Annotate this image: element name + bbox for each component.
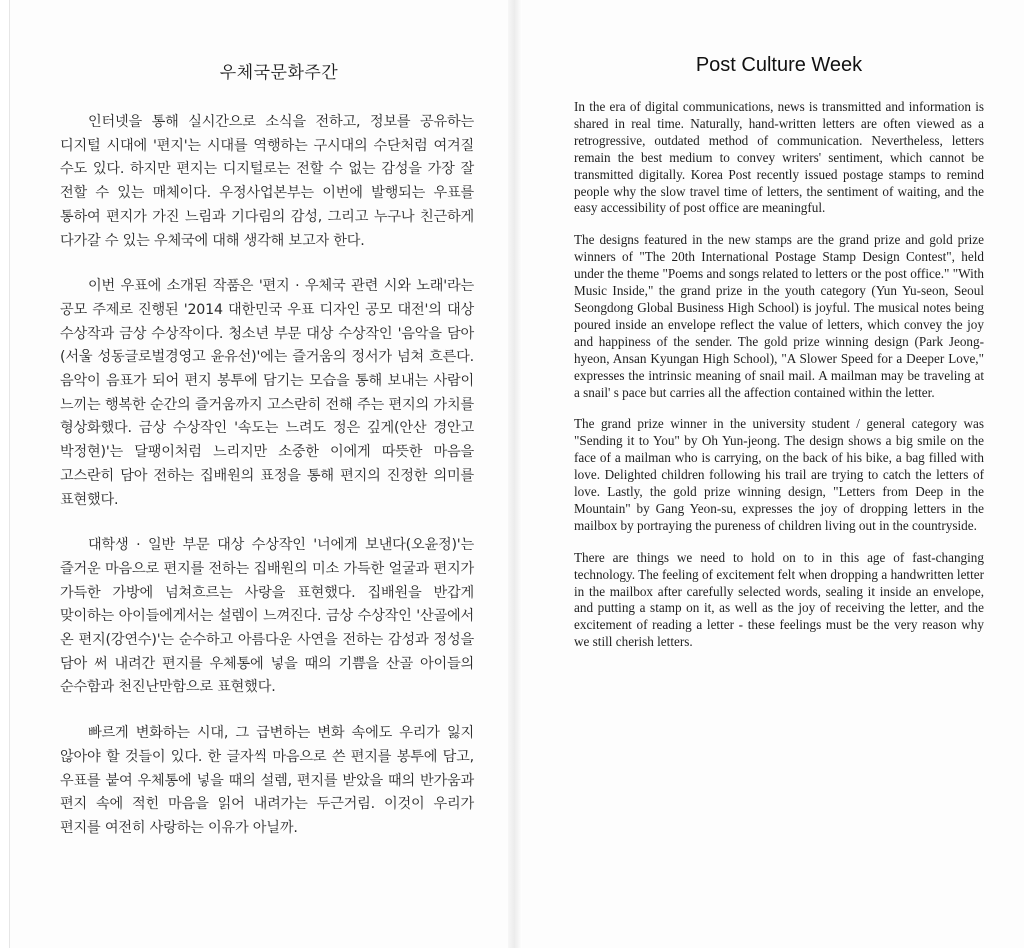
english-paragraph: The grand prize winner in the university student / general category was "Sending it to You" by Oh Yun-jeong. The design shows a big smile on the face of a mailman who is carrying, on the back of his bike, a bag filled with love. Delighted children following his trail are trying to catch the letters of love. Lastly, the gold prize winning design, "Letters from Deep in the Mountain" by Gang Yeon-su, expresses the joy of dropping letters in the mailbox by portraying the pureness of children living out in the countryside. (574, 416, 984, 533)
korean-page (10, 0, 508, 948)
english-page-title: Post Culture Week (695, 54, 863, 76)
english-paragraph: The designs featured in the new stamps are the grand prize and gold prize winners of "The 20th International Postage Stamp Design Contest", held under the theme "Poems and songs related to letters or the post office." "With Music Inside," the grand prize in the youth category (Yun Yu-seon, Seoul Seongdong Global Business High School) is joyful. The musical notes being poured inside an envelope reflect the value of letters, which convey the joy and happiness of the sender. The gold prize winning design (Park Jeong-hyeon, Ansan Kyungan High School), "A Slower Speed for a Deeper Love," expresses the intrinsic meaning of snail mail. A mailman may be traveling at a snail' s pace but carries all the affection contained within the letter. (574, 232, 984, 400)
book-gutter (508, 0, 522, 948)
page-edge (0, 0, 10, 948)
english-paragraph: There are things we need to hold on to in this age of fast-changing technology. The feeling of excitement felt when dropping a handwritten letter in the mailbox after carefully selected words, sealing it inside an envelope, and putting a stamp on it, as well as the joy of receiving the letter, and the excitement of reading a letter - these feelings must be the very reason why we still cherish letters. (574, 549, 984, 650)
korean-paragraph: 빠르게 변화하는 시대, 그 급변하는 변화 속에도 우리가 잃지 않아야 할 것들이 있다. 한 글자씩 마음으로 쓴 편지를 봉투에 담고, 우표를 붙여 우체통에 넣을 때의 설렘, 편지를 받았을 때의 반가움과 편지 속에 적힌 마음을 읽어 내려가는 두근거림. 이것이 우리가 편지를 여전히 사랑하는 이유가 아닐까. (60, 725, 474, 836)
english-page (522, 0, 1024, 948)
korean-paragraph: 이번 우표에 소개된 작품은 '편지 · 우체국 관련 시와 노래'라는 공모 주제로 진행된 '2014 대한민국 우표 디자인 공모 대전'의 대상 수상작과 금상 수상작이다. 청소년 부문 대상 수상작인 '음악을 담아(서울 성동글로벌경영고 윤유선)'에는 즐거움의 정서가 넘쳐 흐른다. 음악이 음표가 되어 편지 봉투에 담기는 모습을 통해 보내는 사람이 느끼는 행복한 순간의 즐거움까지 고스란히 전해 주는 편지의 가치를 형상화했다. 금상 수상작인 '속도는 느려도 정은 깊게(안산 경안고 박정현)'는 달팽이처럼 느리지만 소중한 이에게 따뜻한 마음을 고스란히 담아 전하는 집배원의 표정을 통해 편지의 진정한 의미를 표현했다. (60, 278, 474, 508)
korean-page-title: 우체국문화주간 (219, 63, 339, 83)
korean-paragraph: 인터넷을 통해 실시간으로 소식을 전하고, 정보를 공유하는 디지털 시대에 '편지'는 시대를 역행하는 구시대의 수단처럼 여겨질 수도 있다. 하지만 편지는 디지털로는 전할 수 없는 감성을 가장 잘 전할 수 있는 매체이다. 우정사업본부는 이번에 발행되는 우표를 통하여 편지가 가진 느림과 기다림의 감성, 그리고 누구나 친근하게 다가갈 수 있는 우체국에 대해 생각해 보고자 한다. (60, 114, 474, 249)
english-paragraph: In the era of digital communications, news is transmitted and information is shared in real time. Naturally, hand-written letters are often viewed as a retrogressive, outdated method of communication. Nevertheless, letters remain the best medium to convey writers' sentiment, which cannot be transmitted digitally. Korea Post recently issued postage stamps to remind people why the slow travel time of letters, the sentiment of waiting, and the easy accessibility of post office are meaningful. (574, 99, 984, 216)
korean-paragraph: 대학생 · 일반 부문 대상 수상작인 '너에게 보낸다(오윤정)'는 즐거운 마음으로 편지를 전하는 집배원의 미소 가득한 얼굴과 편지가 가득한 가방에 넘쳐흐르는 사랑을 표현했다. 집배원을 반갑게 맞이하는 아이들에게서는 설렘이 느껴진다. 금상 수상작인 '산골에서 온 편지(강연수)'는 순수하고 아름다운 사연을 전하는 감성과 정성을 담아 써 내려간 편지를 우체통에 넣을 때의 기쁨을 산골 아이들의 순수함과 천진난만함으로 표현했다. (60, 537, 474, 696)
